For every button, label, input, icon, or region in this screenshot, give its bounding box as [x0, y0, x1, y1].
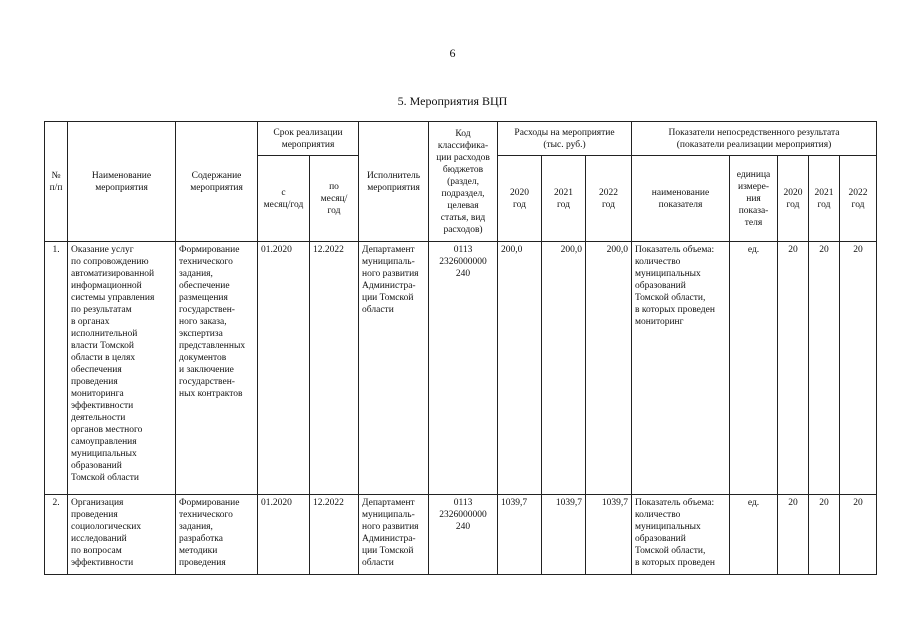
row-code: 0113 2326000000 240	[439, 498, 487, 532]
row-executor: Департамент муниципаль- ного развития Администра- ции Томской области	[362, 245, 419, 315]
page-title: 5. Мероприятия ВЦП	[397, 94, 508, 108]
header-indicator-name: наименование показателя	[632, 156, 730, 242]
header-code: Код классифика- ции расходов бюджетов (раздел, подраздел, целевая статья, вид расходов)	[429, 122, 498, 242]
header-ind-2020: 2020 год	[778, 156, 809, 242]
row-ind-2022: 20	[853, 245, 863, 255]
row-ind-2021: 20	[819, 245, 829, 255]
row-expense-2021: 1039,7	[555, 498, 583, 508]
header-ind-2021: 2021 год	[809, 156, 840, 242]
row-unit: ед.	[747, 245, 760, 255]
row-content: Формирование технического задания, разработка методики проведения	[179, 498, 240, 568]
row-expense-2020: 1039,7	[501, 498, 528, 508]
row-from: 01.2020	[261, 498, 292, 508]
header-year-2020: 2020 год	[498, 156, 542, 242]
row-executor: Департамент муниципаль- ного развития Администра- ции Томской области	[362, 498, 419, 568]
header-from: с месяц/год	[258, 156, 310, 242]
header-indicators: Показатели непосредственного результата (показатели реализации мероприятия)	[632, 122, 877, 156]
row-name: Организация проведения социологических исследований по вопросам эффективности	[71, 498, 142, 568]
row-ind-2020: 20	[788, 245, 798, 255]
header-unit: единица измере- ния показа- теля	[730, 156, 778, 242]
header-name: Наименование мероприятия	[68, 122, 176, 242]
header-period: Срок реализации мероприятия	[258, 122, 359, 156]
row-expense-2022: 1039,7	[601, 498, 629, 508]
row-indicator-name: Показатель объема: количество муниципальных образований Томской области, в которых проведен	[635, 498, 715, 568]
row-from: 01.2020	[261, 245, 292, 255]
row-unit: ед.	[747, 498, 760, 508]
table-row	[45, 242, 877, 495]
row-name: Оказание услуг по сопровождению автоматизированной информационной системы управления по результатам в органах исполнительной власти Томской области в целях обеспечения проведения мониторинга эффективности деятельности органов местного самоуправления муниципальных образований Томской области	[71, 245, 155, 483]
header-num: № п/п	[45, 122, 68, 242]
row-num: 2.	[52, 498, 60, 508]
row-to: 12.2022	[313, 498, 344, 508]
row-expense-2021: 200,0	[560, 245, 583, 255]
header-to: по месяц/ год	[310, 156, 359, 242]
header-executor: Исполнитель мероприятия	[359, 122, 429, 242]
header-ind-2022: 2022 год	[840, 156, 877, 242]
header-year-2021: 2021 год	[542, 156, 586, 242]
table-row	[45, 495, 877, 575]
row-indicator-name: Показатель объема: количество муниципальных образований Томской области, в которых проведен мониторинг	[635, 245, 715, 327]
activities-table	[44, 121, 877, 575]
page-number: 6	[449, 46, 456, 60]
row-content: Формирование технического задания, обеспечение размещения государствен- ного заказа, экспертиза представленных документов и заключение государствен- ных контрактов	[179, 245, 246, 399]
header-row-1	[45, 122, 877, 156]
row-expense-2020: 200,0	[501, 245, 523, 255]
row-ind-2020: 20	[788, 498, 798, 508]
header-year-2022: 2022 год	[586, 156, 632, 242]
row-ind-2022: 20	[853, 498, 863, 508]
row-ind-2021: 20	[819, 498, 829, 508]
header-content: Содержание мероприятия	[176, 122, 258, 242]
row-num: 1.	[52, 245, 60, 255]
row-to: 12.2022	[313, 245, 344, 255]
row-code: 0113 2326000000 240	[439, 245, 487, 279]
row-expense-2022: 200,0	[606, 245, 629, 255]
header-expenses: Расходы на мероприятие (тыс. руб.)	[498, 122, 632, 156]
